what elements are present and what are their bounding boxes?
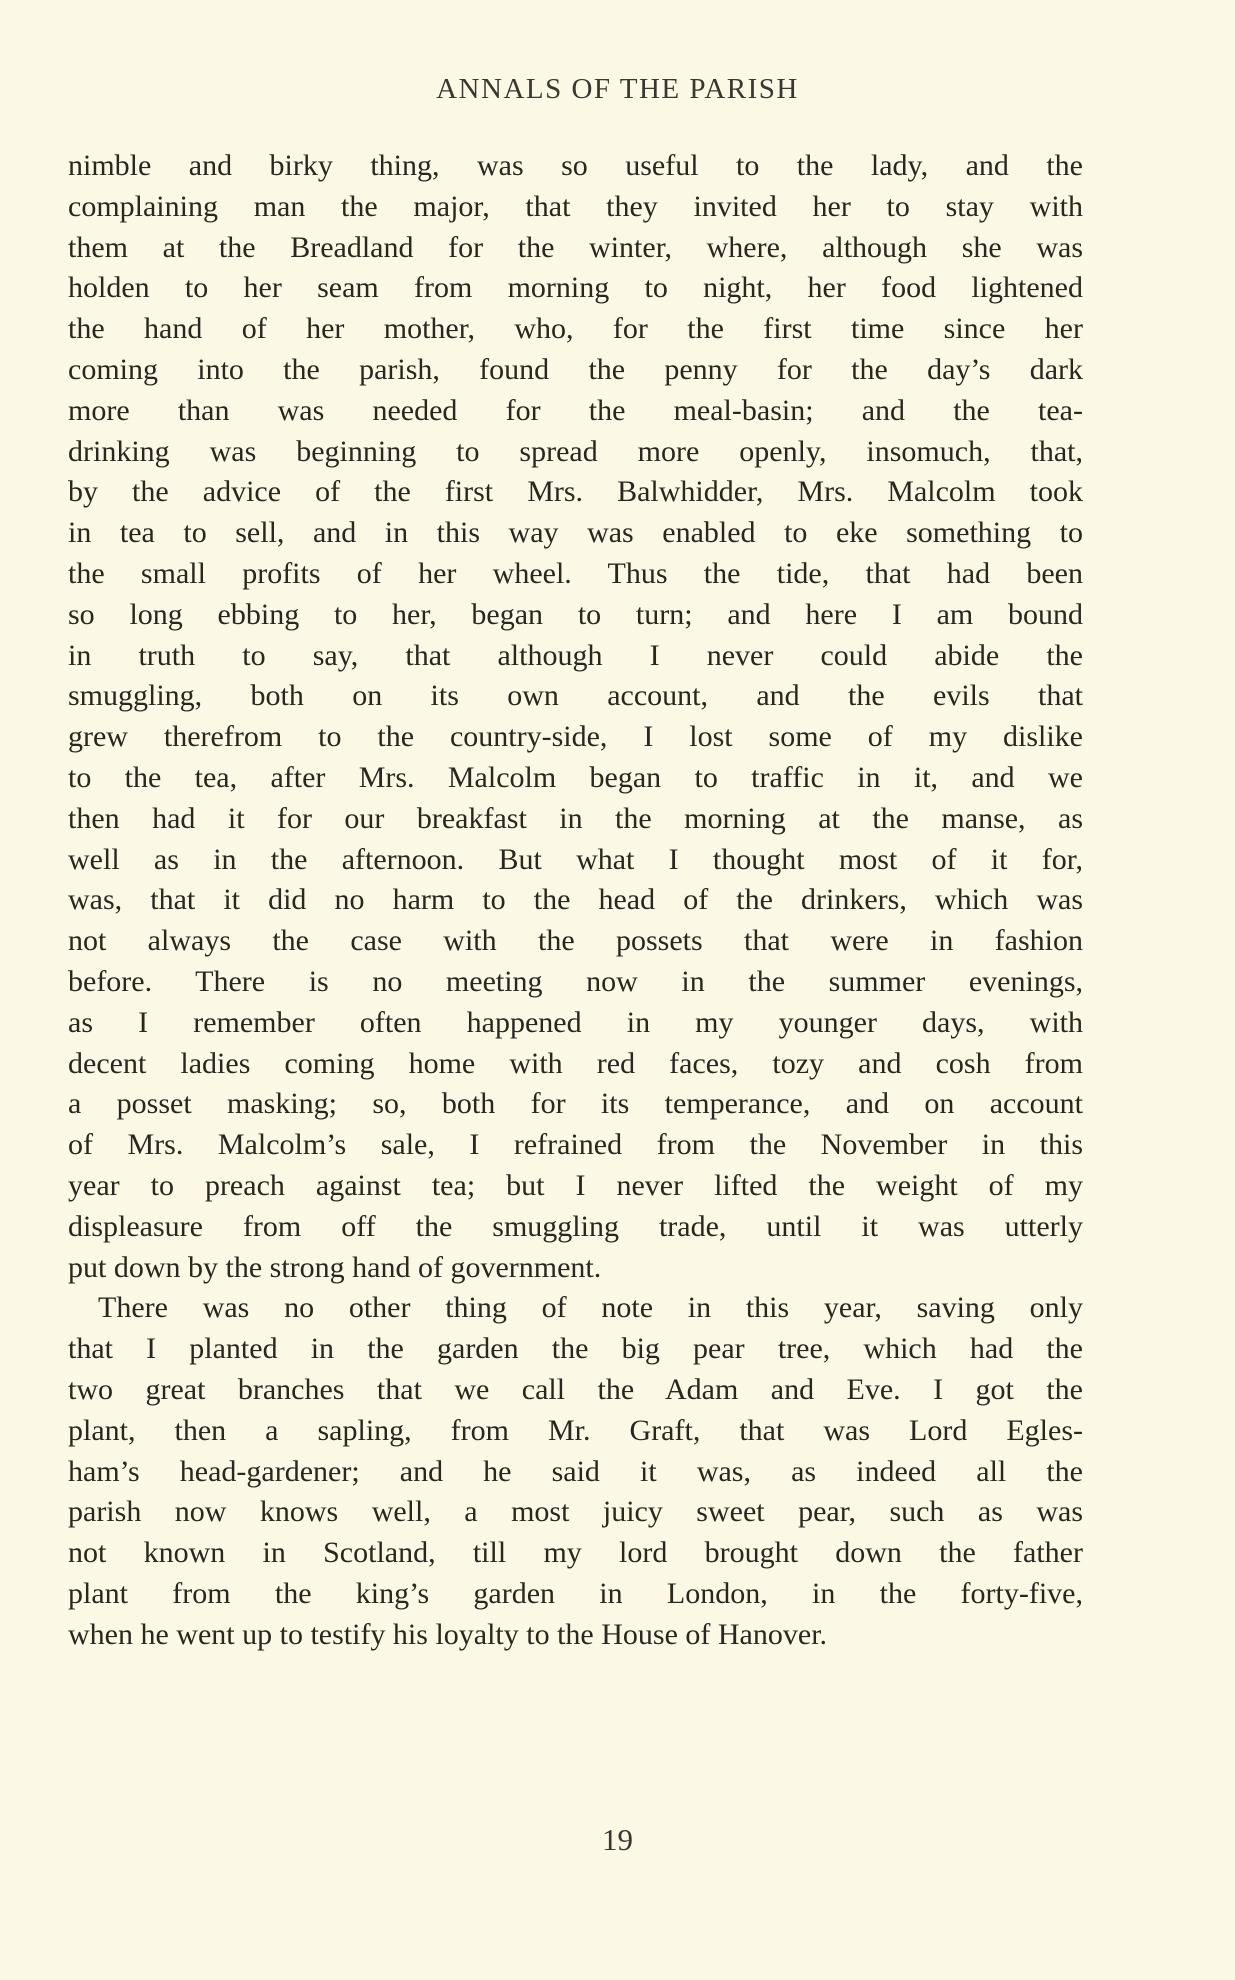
text-line: smuggling, both on its own account, and the evils that <box>68 679 1083 713</box>
text-line: parish now knows well, a most juicy sweet pear, such as was <box>68 1495 1083 1529</box>
paragraph-1 <box>68 146 1083 1288</box>
text-line: more than was needed for the meal-basin; and the tea- <box>68 393 1083 427</box>
text-line: the small profits of her wheel. Thus the tide, that had been <box>68 556 1083 590</box>
text-line: holden to her seam from morning to night, her food lightened <box>68 271 1083 305</box>
text-line: drinking was beginning to spread more openly, insomuch, that, <box>68 434 1083 468</box>
text-line: a posset masking; so, both for its temperance, and on account <box>68 1087 1083 1121</box>
paragraph-2 <box>68 1288 1083 1655</box>
text-line: by the advice of the first Mrs. Balwhidder, Mrs. Malcolm took <box>68 475 1083 509</box>
text-line: before. There is no meeting now in the summer evenings, <box>68 964 1083 998</box>
text-line: to the tea, after Mrs. Malcolm began to traffic in it, and we <box>68 760 1083 794</box>
text-line: then had it for our breakfast in the morning at the manse, as <box>68 801 1083 835</box>
text-line: year to preach against tea; but I never lifted the weight of my <box>68 1168 1083 1202</box>
text-line: of Mrs. Malcolm’s sale, I refrained from the November in this <box>68 1128 1083 1162</box>
text-line: as I remember often happened in my younger days, with <box>68 1005 1083 1039</box>
text-line: plant from the king’s garden in London, in the forty-five, <box>68 1576 1083 1610</box>
text-line: that I planted in the garden the big pear tree, which had the <box>68 1332 1083 1366</box>
text-line: them at the Breadland for the winter, where, although she was <box>68 230 1083 264</box>
text-line: ham’s head-gardener; and he said it was, as indeed all the <box>68 1454 1083 1488</box>
text-line: not known in Scotland, till my lord brought down the father <box>68 1536 1083 1570</box>
text-line: so long ebbing to her, began to turn; and here I am bound <box>68 597 1083 631</box>
text-line: coming into the parish, found the penny for the day’s dark <box>68 352 1083 386</box>
text-line: well as in the afternoon. But what I thought most of it for, <box>68 842 1083 876</box>
text-line: There was no other thing of note in this year, saving only <box>98 1291 1083 1325</box>
text-line: complaining man the major, that they invited her to stay with <box>68 189 1083 223</box>
text-line: not always the case with the possets that were in fashion <box>68 924 1083 958</box>
text-line: two great branches that we call the Adam and Eve. I got the <box>68 1372 1083 1406</box>
text-line: in tea to sell, and in this way was enabled to eke something to <box>68 516 1083 550</box>
text-line: grew therefrom to the country-side, I lost some of my dislike <box>68 720 1083 754</box>
text-line: nimble and birky thing, was so useful to the lady, and the <box>68 149 1083 182</box>
page-number: 19 <box>602 1822 633 1857</box>
text-line: decent ladies coming home with red faces, tozy and cosh from <box>68 1046 1083 1080</box>
text-line: plant, then a sapling, from Mr. Graft, that was Lord Egles- <box>68 1413 1083 1447</box>
text-line: displeasure from off the smuggling trade, until it was utterly <box>68 1209 1083 1243</box>
text-line: put down by the strong hand of government. <box>68 1250 602 1284</box>
text-line: was, that it did no harm to the head of the drinkers, which was <box>68 883 1083 917</box>
text-line: in truth to say, that although I never could abide the <box>68 638 1083 672</box>
text-line: when he went up to testify his loyalty to the House of Hanover. <box>68 1617 828 1651</box>
body-text <box>68 146 1083 1655</box>
text-line: the hand of her mother, who, for the first time since her <box>68 312 1083 346</box>
running-head: ANNALS OF THE PARISH <box>436 73 799 105</box>
